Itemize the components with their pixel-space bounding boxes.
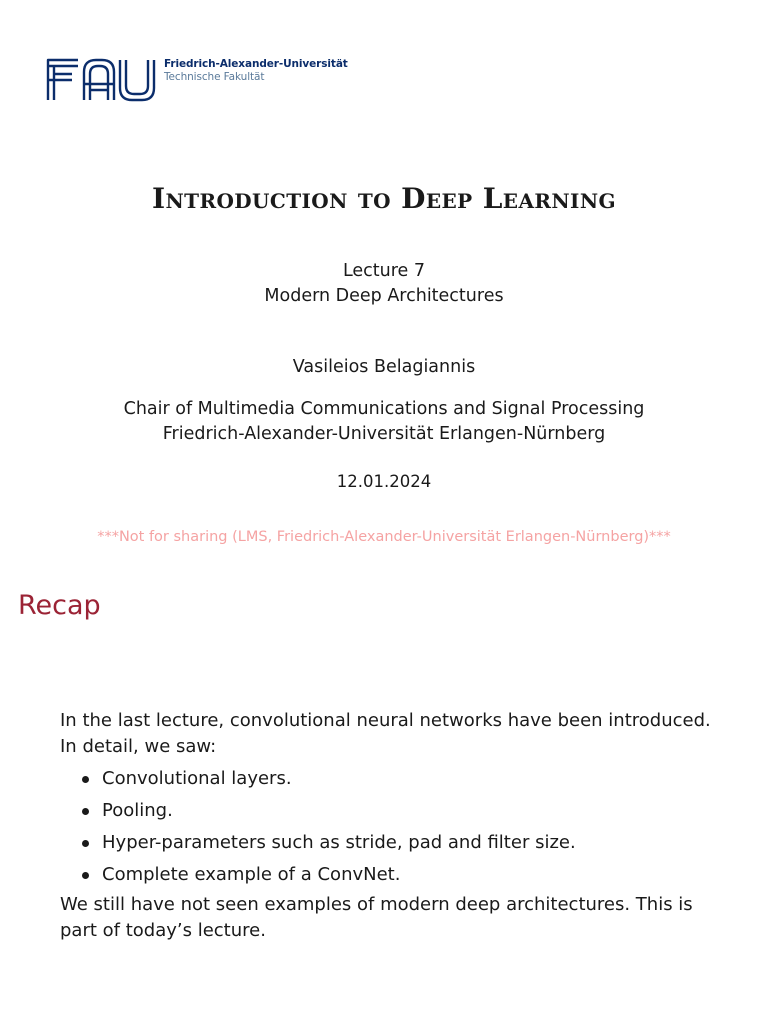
list-item [60,766,720,792]
affiliation-chair: Chair of Multimedia Communications and Signal Processing [123,399,645,419]
bullet-icon [82,840,89,847]
recap-body [60,708,720,944]
bullet-icon [82,776,89,783]
fau-logo-icon [46,58,156,102]
fau-logo [46,58,348,102]
section-heading-recap: Recap [18,590,101,621]
title-block [0,182,768,545]
list-item-text: Pooling. [102,800,173,821]
logo-university-name: Friedrich-Alexander-Universität [164,58,348,70]
course-title: Introduction to Deep Learning [152,182,616,215]
lecture-number: Lecture 7 [342,261,426,281]
recap-closing-line-1: We still have not seen examples of modern deep architectures. This is [60,894,693,915]
sharing-notice: ***Not for sharing (LMS, Friedrich-Alexander-Universität Erlangen-Nürnberg)*** [97,529,671,545]
lecture-topic: Modern Deep Architectures [264,286,504,306]
bullet-icon [82,872,89,879]
list-item-text: Convolutional layers. [102,768,292,789]
list-item [60,798,720,824]
list-item [60,862,720,888]
bullet-icon [82,808,89,815]
affiliation-university: Friedrich-Alexander-Universität Erlangen-Nürnberg [162,424,606,444]
recap-bullet-list [60,766,720,888]
recap-closing-line-2: part of today’s lecture. [60,920,266,941]
lecture-date: 12.01.2024 [336,472,432,491]
affiliation [0,397,768,447]
author-name: Vasileios Belagiannis [292,357,476,377]
recap-intro-line-1: In the last lecture, convolutional neural networks have been introduced. [60,710,711,731]
logo-text [164,58,348,84]
list-item-text: Hyper-parameters such as stride, pad and filter size. [102,832,576,853]
recap-intro-line-2: In detail, we saw: [60,736,217,757]
logo-faculty-name: Technische Fakultät [164,71,265,83]
list-item [60,830,720,856]
list-item-text: Complete example of a ConvNet. [102,864,401,885]
